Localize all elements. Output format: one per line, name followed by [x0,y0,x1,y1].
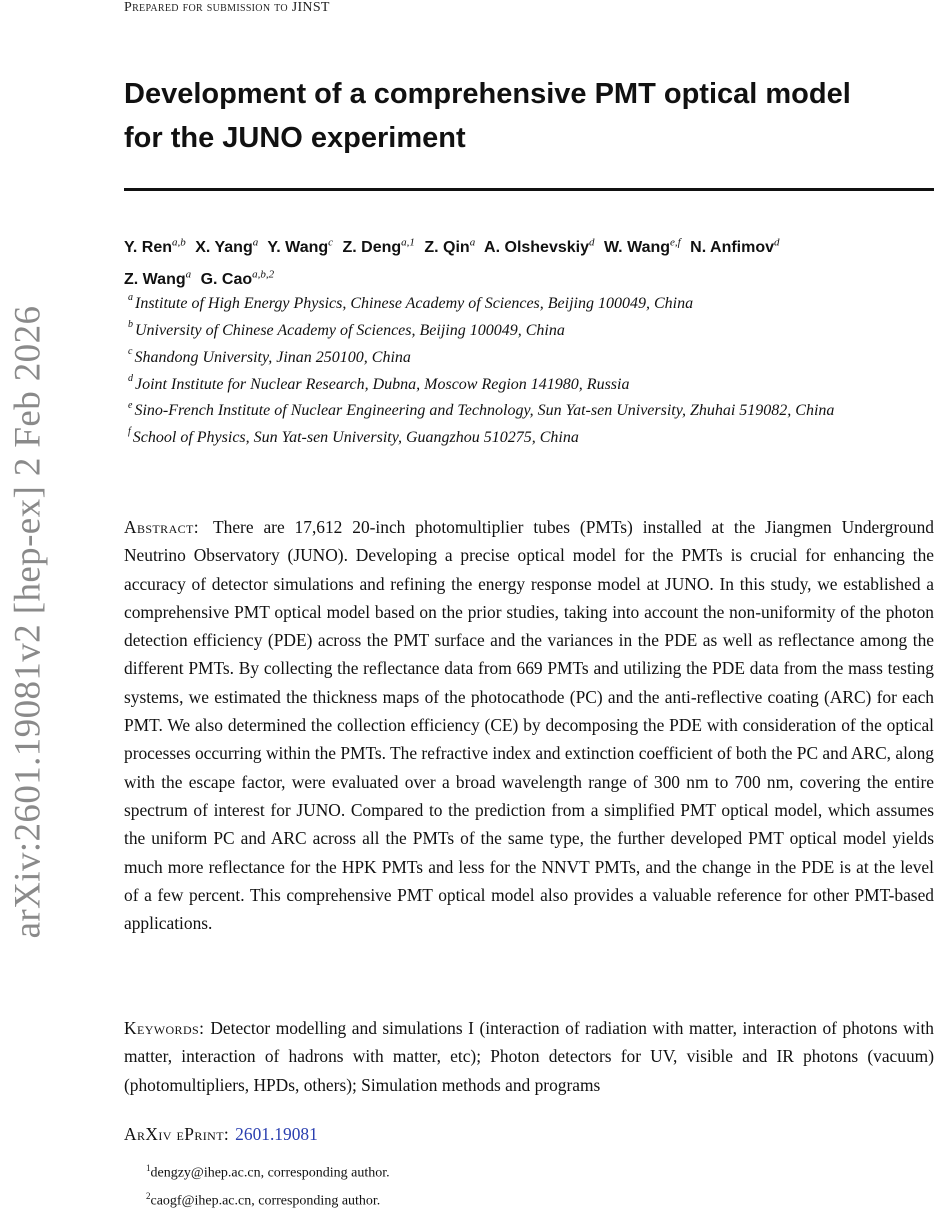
author-affil-mark: c [328,237,334,249]
affiliation-label: f [128,426,131,437]
arxiv-sidebar-stamp: arXiv:2601.19081v2 [hep-ex] 2 Feb 2026 [7,305,49,939]
affiliation-list [128,290,934,451]
author-affil-mark: a,1 [401,237,415,249]
affiliation-label: a [128,292,133,303]
author [604,239,681,256]
affiliation-label: b [128,319,133,330]
author-name: Y. Wang [267,239,329,257]
author [424,239,475,256]
author-affil-mark: e,f [670,237,681,249]
arxiv-sidebar [0,0,50,1200]
author-affil-mark: a [185,268,192,281]
author-name: A. Olshevskiy [484,239,589,257]
author [342,239,414,256]
affiliation [128,290,934,317]
author-name: Z. Qin [424,239,470,257]
author-name: X. Yang [195,239,253,257]
title-rule [124,188,934,191]
author-name: W. Wang [603,239,671,257]
author-affil-mark: a,b [172,237,186,249]
author [124,268,192,288]
affiliation [128,371,934,398]
keywords [124,1014,934,1099]
author [200,268,275,288]
footnote-text: dengzy@ihep.ac.cn, corresponding author. [150,1165,390,1181]
affiliation-label: c [128,346,133,357]
affiliation-text: Institute of High Energy Physics, Chinese Academy of Sciences, Beijing 100049, China [135,295,694,312]
paper-title-line-2: for the JUNO experiment [124,122,466,154]
author [690,239,779,256]
affiliation-text: Joint Institute for Nuclear Research, Dubna, Moscow Region 141980, Russia [135,376,630,393]
author-name: Y. Ren [124,239,173,257]
paper-title-line-1: Development of a comprehensive PMT optical model [124,78,851,110]
affiliation-text: School of Physics, Sun Yat-sen University, Guangzhou 510275, China [132,429,579,446]
affiliation-label: e [128,400,133,411]
author [267,239,333,256]
affiliation-label: d [128,373,133,384]
affiliation [128,398,934,424]
prepared-for-header: Prepared for submission to JINST [124,0,330,15]
author-line-1 [124,230,934,261]
author-affil-mark: a [252,237,259,249]
eprint-link[interactable]: 2601.19081 [235,1124,318,1144]
author-list [124,230,934,293]
author-affil-mark: d [589,237,595,249]
footnote-mark: 2 [146,1190,151,1201]
footnotes [146,1157,390,1212]
abstract [124,513,934,937]
affiliation-text: University of Chinese Academy of Sciences, Beijing 100049, China [135,322,565,339]
eprint-label: ArXiv ePrint: [124,1124,230,1144]
abstract-text: There are 17,612 20-inch photomultiplier tubes (PMTs) installed at the Jiangmen Underground Neutrino Observatory (JUNO). Developing a precise optical model for the PMTs is crucial for enhancing the accuracy of detector simulations and refining the energy response model at JUNO. In this study, we established a comprehensive PMT optical model based on the prior studies, taking into account the non-uniformity of the photon detection efficiency (PDE) across the PMT surface and the variances in the PDE as well as reflectance among the different PMTs. By collecting the reflectance data from 669 PMTs and utilizing the PDE data from the mass testing systems, we estimated the thickness maps of the photocathode (PC) and the anti-reflective coating (ARC) for each PMT. We also determined the collection efficiency (CE) by decomposing the PDE with consideration of the optical processes occurring within the PMTs. The refractive index and extinction coefficient of both the PC and ARC, along with the escape factor, were evaluated over a broad wavelength range of 300 nm to 700 nm, covering the entire spectrum of interest for JUNO. Compared to the prediction from a simplified PMT optical model, which assumes the uniform PC and ARC across all the PMTs of the same type, the further developed PMT optical model yields much more reflectance for the HPK PMTs and less for the NNVT PMTs, and the change in the PDE is at the level of a few percent. This comprehensive PMT optical model also provides a valuable reference for other PMT-based applications. [124,517,934,934]
footnote [146,1157,390,1185]
abstract-label: Abstract: [124,517,200,537]
author-name: G. Cao [200,270,253,288]
author-line-2 [124,261,934,292]
footnote-text: caogf@ihep.ac.cn, corresponding author. [150,1193,381,1209]
affiliation-text: Sino-French Institute of Nuclear Engineering and Technology, Sun Yat-sen University, Zhuhai 519082, China [134,402,835,419]
footnote [146,1185,390,1212]
affiliation [128,344,934,371]
author [484,239,594,256]
author-affil-mark: d [774,237,780,249]
keywords-text: Detector modelling and simulations I (interaction of radiation with matter, interaction of photons with matter, interaction of hadrons with matter, etc); Photon detectors for UV, visible and IR photons (vacuum) (photomultipliers, HPDs, others); Simulation methods and programs [124,1018,934,1095]
paper-title [124,72,914,160]
author-name: Z. Deng [342,239,402,257]
affiliation [128,317,934,344]
author-name: Z. Wang [124,270,186,288]
author-affil-mark: a [469,237,476,249]
footnote-mark: 1 [146,1163,151,1173]
author [195,239,258,256]
author [124,239,186,256]
affiliation [128,424,934,451]
author-affil-mark: a,b,2 [252,268,275,281]
arxiv-eprint [124,1124,318,1145]
keywords-label: Keywords: [124,1018,205,1038]
affiliation-text: Shandong University, Jinan 250100, China [134,349,411,366]
author-name: N. Anfimov [690,239,775,257]
